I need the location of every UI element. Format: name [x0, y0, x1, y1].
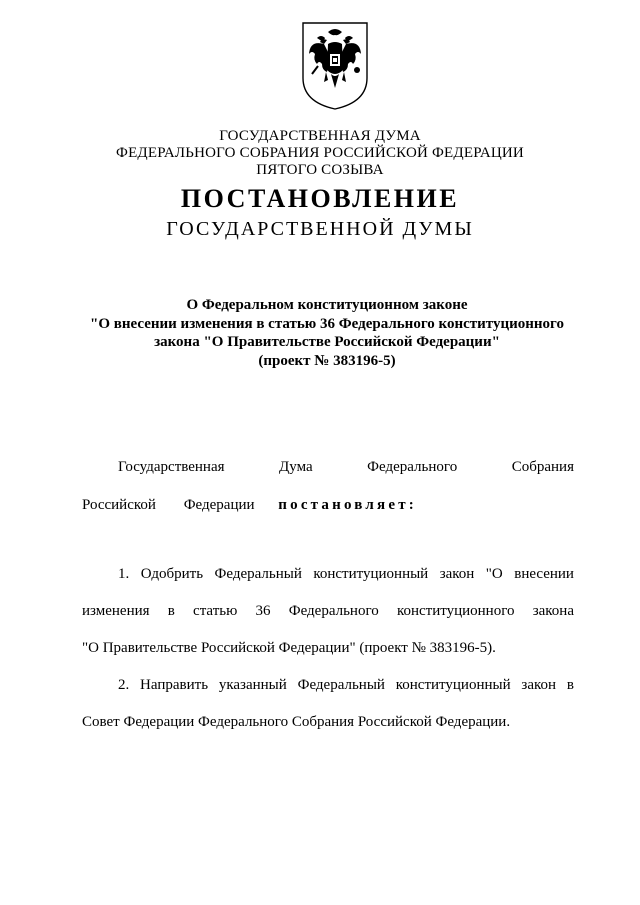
document-title: ПОСТАНОВЛЕНИЕ [180, 184, 460, 213]
item-word: изменения [82, 603, 150, 619]
preamble-word: Российской [82, 497, 156, 513]
item-word: Одобрить [140, 566, 204, 582]
item-word: конституционного [396, 603, 515, 619]
header-line-2: ФЕДЕРАЛЬНОГО СОБРАНИЯ РОССИЙСКОЙ ФЕДЕРАЦИИ [116, 145, 524, 161]
item-1-line-3: "О Правительстве Российской Федерации" (проект № 383196-5). [82, 640, 496, 656]
item-word: конституционный [395, 677, 511, 693]
document-subtitle: ГОСУДАРСТВЕННОЙ ДУМЫ [166, 218, 474, 240]
item-word: указанный [218, 677, 287, 693]
preamble-word: Дума [279, 459, 313, 475]
item-word: статью [193, 603, 238, 619]
item-word: закона [532, 603, 574, 619]
header-line-1: ГОСУДАРСТВЕННАЯ ДУМА [219, 128, 421, 144]
preamble-word: Собрания [511, 459, 574, 475]
preamble-line-2 [82, 497, 417, 514]
item-word: 36 [255, 603, 271, 619]
item-word: внесении [514, 566, 574, 582]
item-word: закон [521, 677, 557, 693]
item-word: 2. [118, 677, 130, 693]
subject-line-1: О Федеральном конституционном законе [186, 297, 468, 313]
item-word: "О [485, 566, 503, 582]
preamble-line-1 [118, 459, 574, 476]
item-word: Федеральный [214, 566, 302, 582]
item-1-line-2 [82, 603, 574, 620]
issuer-header [0, 128, 640, 179]
item-1-line-1 [118, 566, 574, 583]
preamble-word: Федерации [183, 497, 255, 513]
item-2-line-1 [118, 677, 574, 694]
item-word: в [167, 603, 175, 619]
russian-coat-of-arms-icon [300, 20, 370, 112]
item-word: Направить [140, 677, 209, 693]
item-word: закон [439, 566, 475, 582]
item-word: Федеральный [297, 677, 385, 693]
item-word: 1. [118, 566, 130, 582]
item-word: Федерального [288, 603, 379, 619]
subject-line-2: "О внесении изменения в статью 36 Федерального конституционного [90, 315, 564, 332]
subject-line-3: закона "О Правительстве Российской Федерации" [154, 334, 500, 350]
item-word: в [566, 677, 574, 693]
item-2-line-2: Совет Федерации Федерального Собрания Российской Федерации. [82, 714, 511, 730]
resolution-subject [0, 296, 640, 370]
subject-line-4: (проект № 383196-5) [258, 352, 396, 369]
preamble-word: Федерального [367, 459, 458, 475]
decree-word: постановляет: [278, 497, 417, 513]
preamble-word: Государственная [118, 459, 225, 475]
item-word: конституционный [313, 566, 429, 582]
header-line-3: ПЯТОГО СОЗЫВА [256, 162, 384, 178]
